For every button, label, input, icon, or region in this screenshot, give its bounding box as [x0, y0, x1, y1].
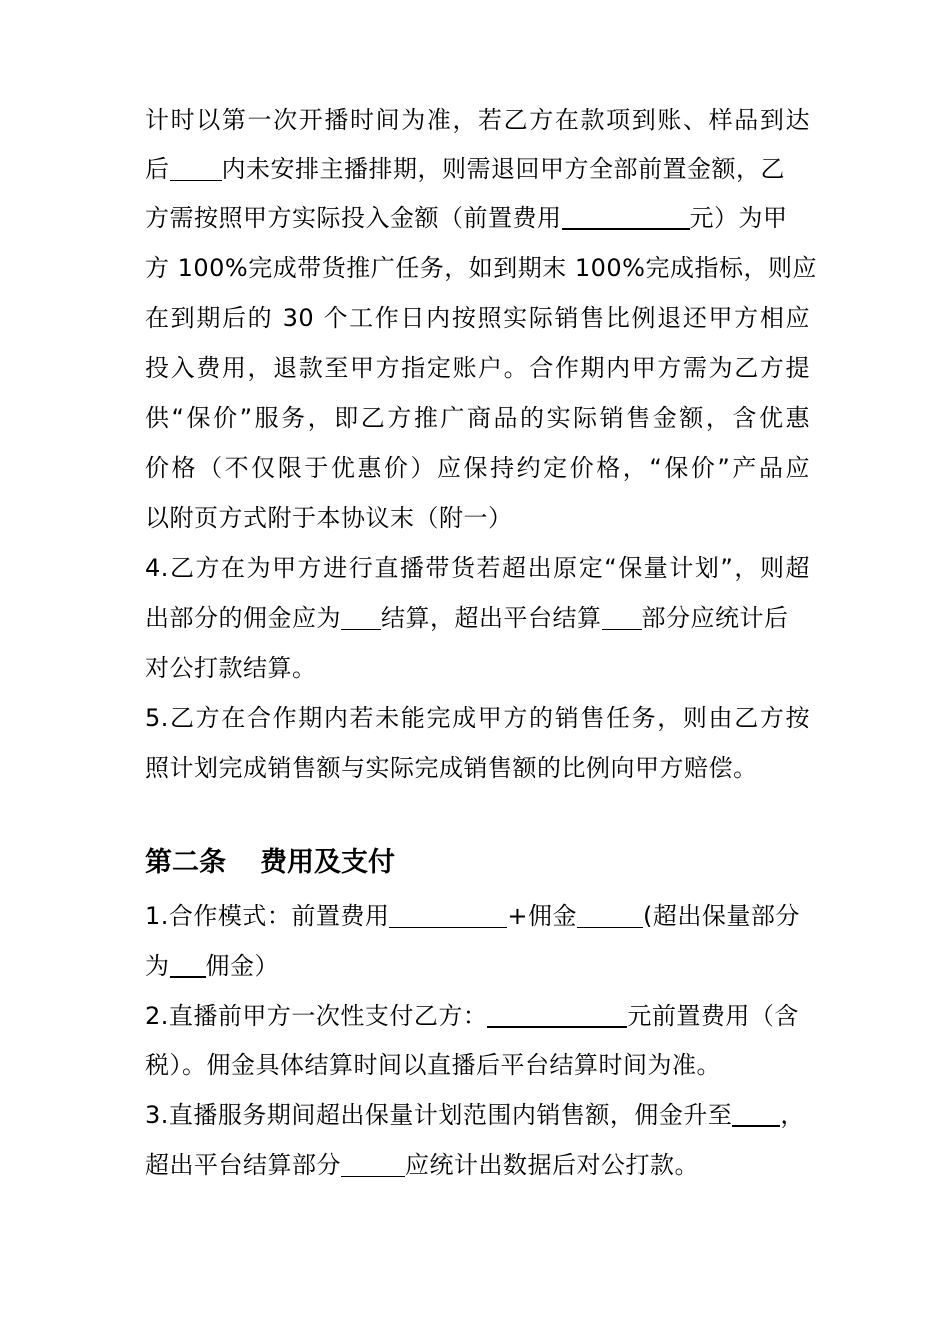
text-run: 佣金） [205, 952, 279, 980]
text-run: 元）为甲 [689, 204, 788, 232]
paragraph-line [145, 443, 810, 493]
section-heading [145, 838, 395, 888]
text-run: 部分应统计后 [641, 604, 789, 632]
text-run: 方 100%完成带货推广任务，如到期末 100%完成指标，则应 [145, 254, 817, 282]
section-number: 第二条 [145, 847, 226, 878]
paragraph-line [145, 393, 810, 443]
text-run: 应统计出数据后对公打款。 [405, 1151, 699, 1179]
text-run: 出部分的佣金应为 [145, 604, 341, 632]
fill-in-blank[interactable] [562, 228, 690, 230]
text-run: 超出平台结算部分 [145, 1151, 341, 1179]
clause-item-4 [145, 543, 810, 593]
fill-in-blank[interactable] [732, 1125, 780, 1127]
clause-item-5 [145, 743, 810, 793]
paragraph-line [145, 193, 810, 243]
text-run: 后 [145, 155, 170, 183]
clause-item-5 [145, 693, 810, 743]
paragraph-line [145, 144, 810, 194]
clause-s2-item-2 [145, 1040, 810, 1090]
text-run: 投入费用，退款至甲方指定账户。合作期内甲方需为乙方提 [145, 354, 810, 382]
text-run: 税）。佣金具体结算时间以直播后平台结算时间为准。 [145, 1051, 721, 1079]
text-run: 内未安排主播排期，则需退回甲方全部前置金额，乙 [221, 155, 785, 183]
clause-s2-item-1 [145, 891, 810, 941]
clause-s2-item-3 [145, 1090, 810, 1140]
text-run: 供“保价”服务，即乙方推广商品的实际销售金额，含优惠 [145, 404, 810, 432]
text-run: 5.乙方在合作期内若未能完成甲方的销售任务，则由乙方按 [145, 704, 810, 732]
text-run: ， [780, 1101, 805, 1129]
text-run: 1.合作模式：前置费用 [145, 902, 390, 930]
fill-in-blank[interactable] [341, 629, 381, 630]
paragraph-line [145, 343, 810, 393]
clause-s2-item-1 [145, 941, 810, 991]
text-run: 为 [145, 952, 170, 980]
text-run: 对公打款结算。 [145, 654, 317, 682]
text-run: (超出保量部分 [643, 902, 800, 930]
fill-in-blank[interactable] [602, 629, 642, 630]
fill-in-blank[interactable] [487, 1026, 627, 1028]
text-run: +佣金 [507, 902, 578, 930]
paragraph-line [145, 493, 810, 543]
text-run: 在到期后的 30 个工作日内按照实际销售比例退还甲方相应 [145, 304, 810, 332]
fill-in-blank[interactable] [341, 1176, 405, 1177]
text-run: 照计划完成销售额与实际完成销售额的比例向甲方赔偿。 [145, 754, 758, 782]
text-run: 计时以第一次开播时间为准，若乙方在款项到账、样品到达 [145, 106, 810, 134]
fill-in-blank[interactable] [170, 180, 222, 181]
paragraph-line [145, 293, 810, 343]
paragraph-line [145, 95, 810, 145]
fill-in-blank[interactable] [170, 976, 206, 978]
text-run: 4.乙方在为甲方进行直播带货若超出原定“保量计划”，则超 [145, 554, 810, 582]
section-title: 费用及支付 [260, 847, 395, 878]
clause-item-4 [145, 643, 810, 693]
text-run: 2.直播前甲方一次性支付乙方： [145, 1002, 488, 1030]
clause-s2-item-2 [145, 991, 810, 1041]
text-run: 方需按照甲方实际投入金额（前置费用 [145, 204, 562, 232]
fill-in-blank[interactable] [577, 927, 643, 928]
fill-in-blank[interactable] [389, 927, 507, 928]
text-run: 价格（不仅限于优惠价）应保持约定价格，“保价”产品应 [145, 454, 810, 482]
clause-s2-item-3 [145, 1140, 810, 1190]
text-run: 结算，超出平台结算 [381, 604, 602, 632]
text-run: 元前置费用（含 [627, 1002, 799, 1030]
text-run: 3.直播服务期间超出保量计划范围内销售额，佣金升至 [145, 1101, 733, 1129]
text-run: 以附页方式附于本协议末（附一） [145, 504, 513, 532]
paragraph-line [145, 243, 817, 293]
clause-item-4 [145, 593, 810, 643]
